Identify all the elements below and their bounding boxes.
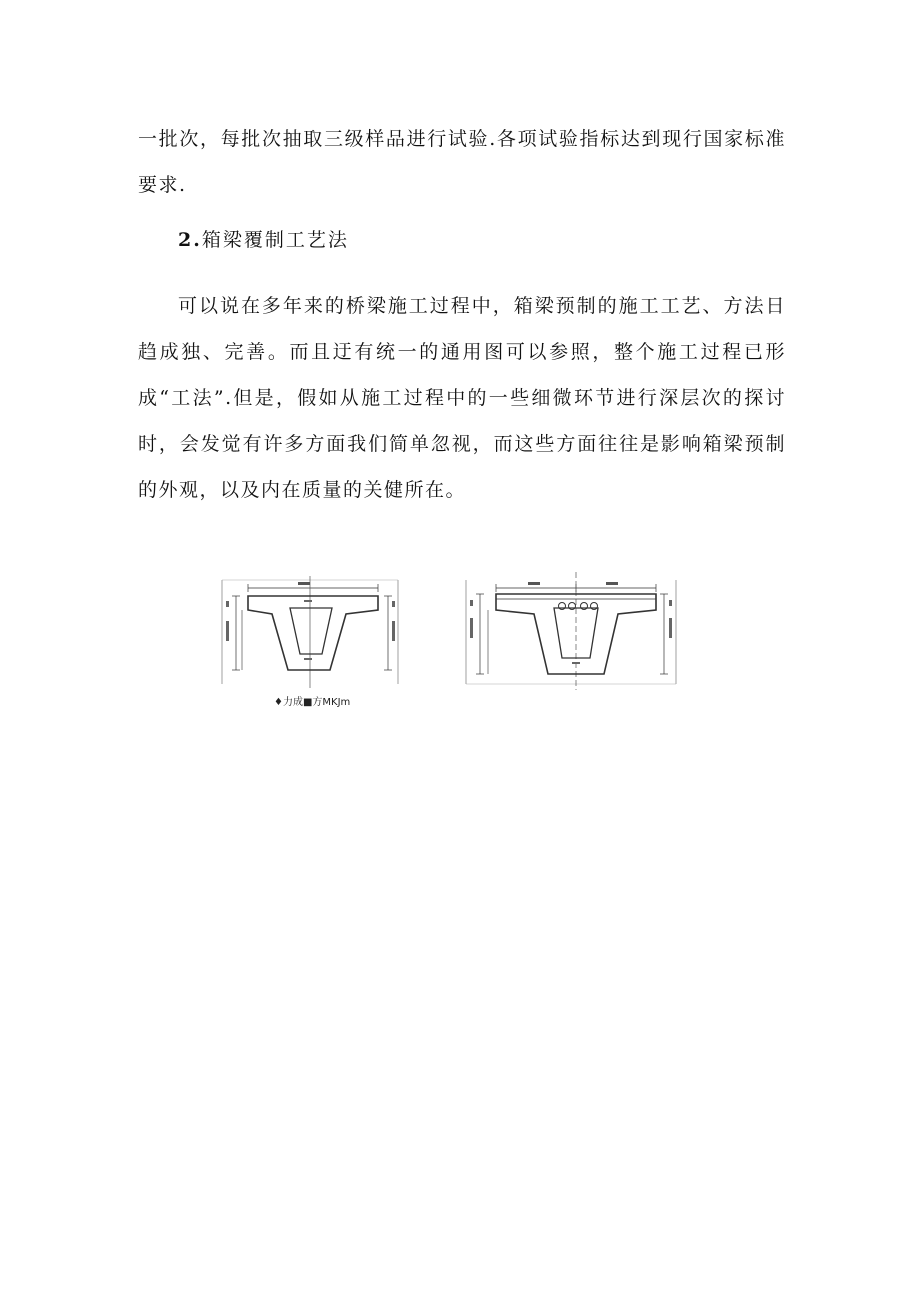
box-girder-drawings — [218, 566, 688, 696]
heading-number: 2. — [178, 229, 202, 251]
left-cross-section — [222, 576, 398, 688]
box-girder-cross-section-figure — [218, 566, 688, 711]
figure-caption: ♦力成■方MKJm — [274, 697, 351, 708]
heading-text: 箱梁覆制工艺法 — [201, 229, 349, 251]
right-cross-section — [466, 572, 676, 690]
paragraph-2: 可以说在多年来的桥梁施工过程中，箱梁预制的施工工艺、方法日趋成独、完善。而且迂有统一的通用图可以参照，整个施工过程已形成“工法”.但是，假如从施工过程中的一些细微环节进行深层次的探讨时，会发觉有许多方面我们简单忽视，而这些方面往往是影响箱梁预制的外观，以及内在质量的关健所在。 — [138, 295, 786, 501]
paragraph-1: 一批次，每批次抽取三级样品进行试验.各项试验指标达到现行国家标准要求. — [138, 128, 786, 196]
section-heading — [178, 220, 349, 260]
